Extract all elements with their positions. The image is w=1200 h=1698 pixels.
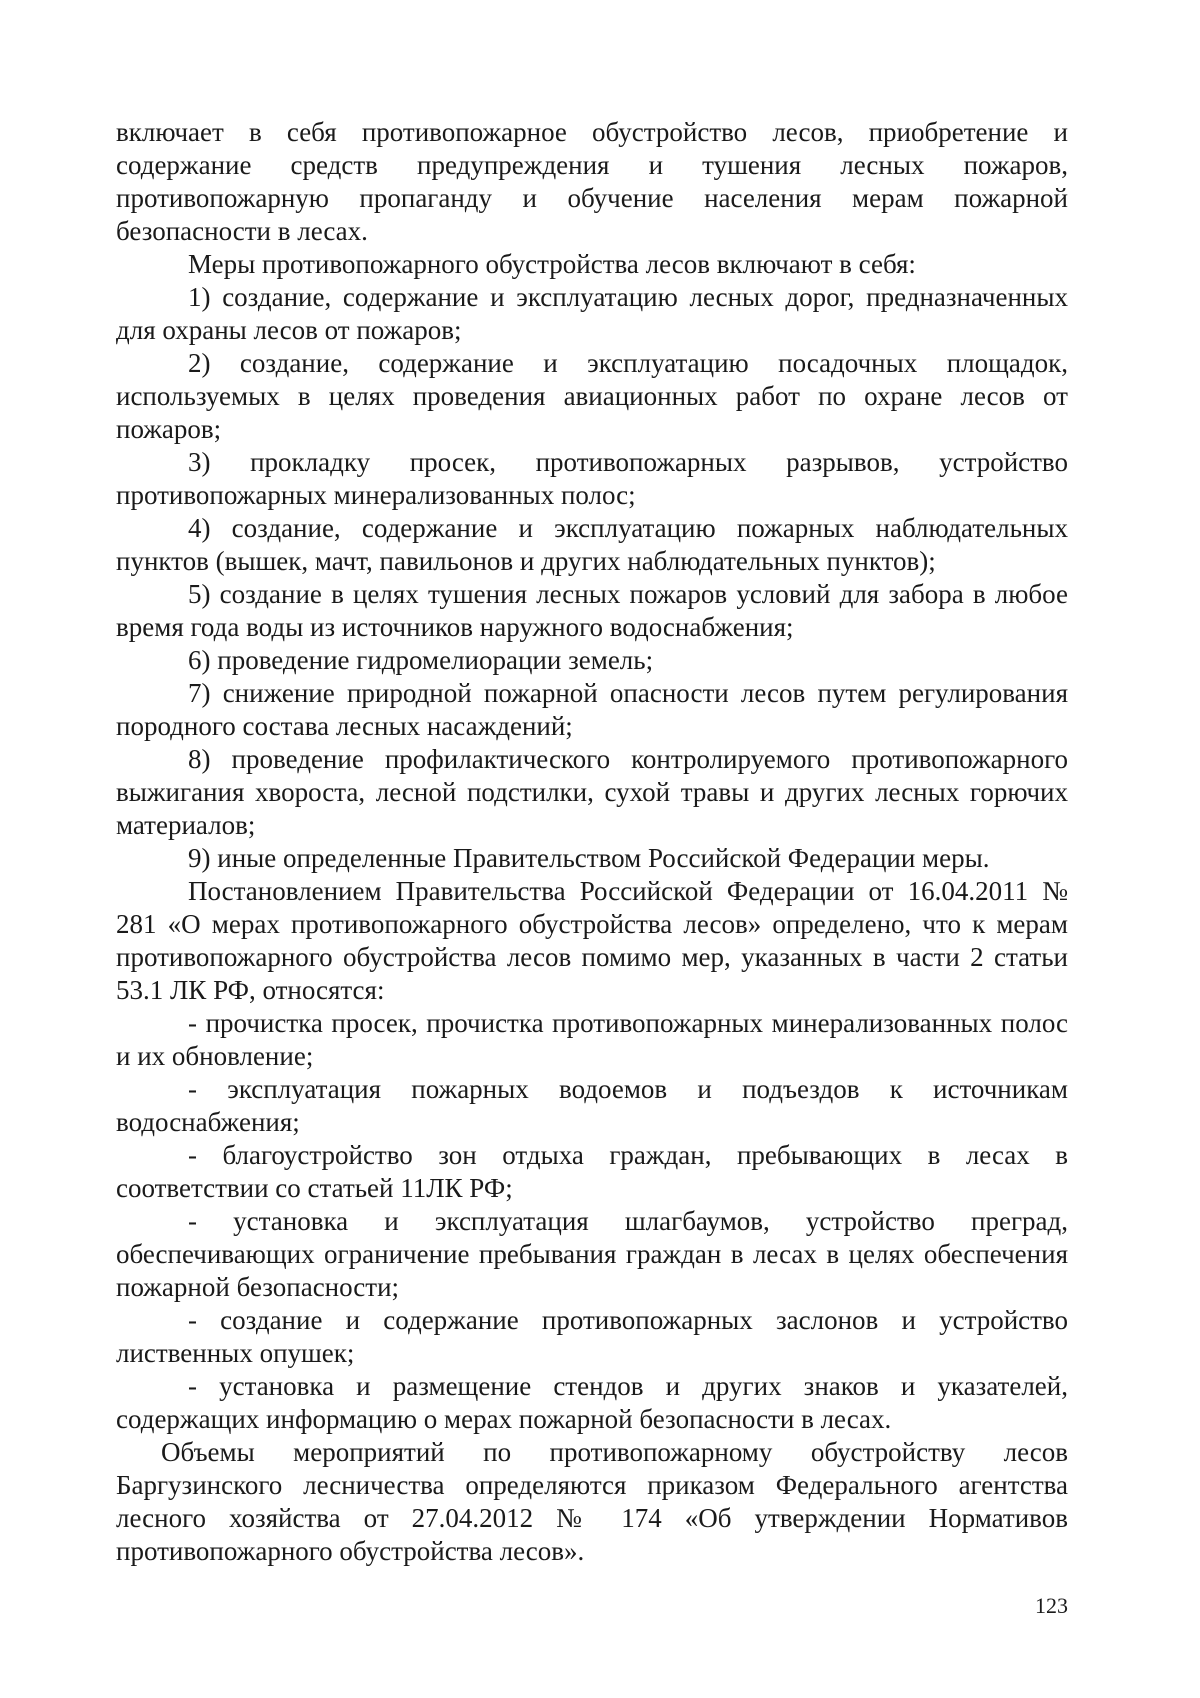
dash-item-fire-screens: - создание и содержание противопожарных заслонов и устройство лиственных опушек; bbox=[116, 1305, 1068, 1368]
body-text bbox=[116, 116, 1068, 1568]
dash-item-barriers: - установка и эксплуатация шлагбаумов, устройство преград, обеспечивающих ограничение пребывания граждан в лесах в целях обеспечения пожарной безопасности; bbox=[116, 1206, 1068, 1302]
list-item-5: 5) создание в целях тушения лесных пожаров условий для забора в любое время года воды из источников наружного водоснабжения; bbox=[116, 579, 1068, 642]
dash-item-recreation-zones: - благоустройство зон отдыха граждан, пребывающих в лесах в соответствии со статьей 11ЛК РФ; bbox=[116, 1140, 1068, 1203]
list-item-2: 2) создание, содержание и эксплуатацию посадочных площадок, используемых в целях проведения авиационных работ по охране лесов от пожаров; bbox=[116, 348, 1068, 444]
list-item-8: 8) проведение профилактического контролируемого противопожарного выжигания хвороста, лесной подстилки, сухой травы и других лесных горючих материалов; bbox=[116, 744, 1068, 840]
dash-item-clearing: - прочистка просек, прочистка противопожарных минерализованных полос и их обновление; bbox=[116, 1008, 1068, 1071]
list-item-4: 4) создание, содержание и эксплуатацию пожарных наблюдательных пунктов (вышек, мачт, павильонов и других наблюдательных пунктов); bbox=[116, 513, 1068, 576]
list-item-6: 6) проведение гидромелиорации земель; bbox=[188, 645, 654, 675]
paragraph-volumes: Объемы мероприятий по противопожарному обустройству лесов Баргузинского лесничества определяются приказом Федерального агентства лесного хозяйства от 27.04.2012 № 174 «Об утверждении Нормативов противопожарного обустройства лесов». bbox=[116, 1437, 1068, 1566]
paragraph-measures-heading: Меры противопожарного обустройства лесов включают в себя: bbox=[188, 249, 916, 279]
list-item-7: 7) снижение природной пожарной опасности лесов путем регулирования породного состава лесных насаждений; bbox=[116, 678, 1068, 741]
list-item-1: 1) создание, содержание и эксплуатацию лесных дорог, предназначенных для охраны лесов от пожаров; bbox=[116, 282, 1068, 345]
page-number: 123 bbox=[1035, 1593, 1068, 1618]
list-item-3: 3) прокладку просек, противопожарных разрывов, устройство противопожарных минерализованных полос; bbox=[116, 447, 1068, 510]
paragraph-resolution: Постановлением Правительства Российской Федерации от 16.04.2011 № 281 «О мерах противопожарного обустройства лесов» определено, что к мерам противопожарного обустройства лесов помимо мер, указанных в части 2 статьи 53.1 ЛК РФ, относятся: bbox=[116, 876, 1068, 1005]
dash-item-water-bodies: - эксплуатация пожарных водоемов и подъездов к источникам водоснабжения; bbox=[116, 1074, 1068, 1137]
list-item-9: 9) иные определенные Правительством Российской Федерации меры. bbox=[188, 843, 990, 873]
dash-item-stands: - установка и размещение стендов и других знаков и указателей, содержащих информацию о мерах пожарной безопасности в лесах. bbox=[116, 1371, 1068, 1434]
paragraph-intro: включает в себя противопожарное обустройство лесов, приобретение и содержание средств предупреждения и тушения лесных пожаров, противопожарную пропаганду и обучение населения мерам пожарной безопасности в лесах. bbox=[116, 117, 1068, 246]
